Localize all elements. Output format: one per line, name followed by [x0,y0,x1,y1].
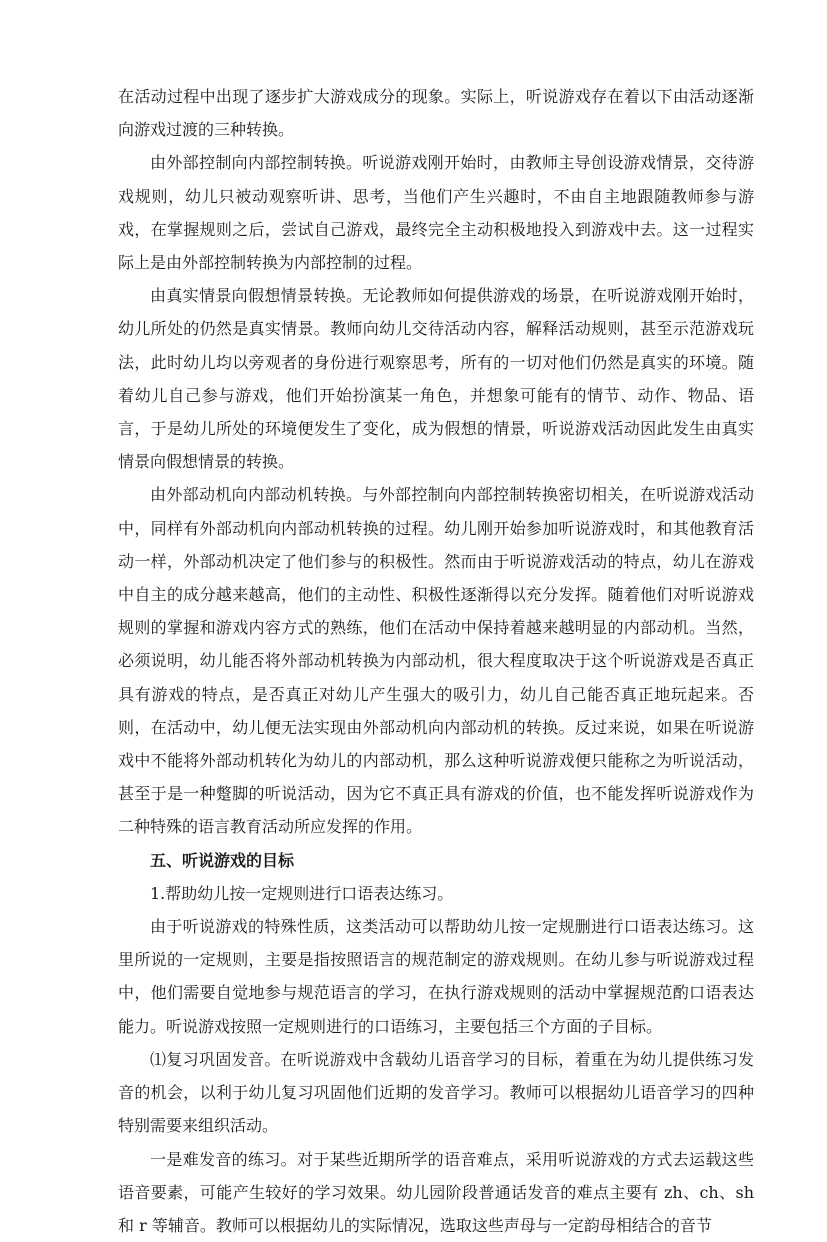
paragraph-goal-1-explanation: 由于听说游戏的特殊性质，这类活动可以帮助幼儿按一定规删进行口语表达练习。这里所说的一定规则，主要是指按照语言的规范制定的游戏规则。在幼儿参与听说游戏过程中，他们需要自觉地参与规范语言的学习，在执行游戏规则的活动中掌握规范酌口语表达能力。听说游戏按照一定规则进行的口语练习，主要包括三个方面的子目标。 [118,910,754,1043]
goal-item-1: 1.帮助幼儿按一定规则进行口语表达练习。 [118,877,754,910]
paragraph-external-to-internal-motivation: 由外部动机向内部动机转换。与外部控制向内部控制转换密切相关，在听说游戏活动中，同样有外部动机向内部动机转换的过程。幼儿刚开始参加听说游戏时，和其他教育活动一样，外部动机决定了他们参与的积极性。然而由于听说游戏活动的特点，幼儿在游戏中自主的成分越来越高，他们的主动性、积极性逐渐得以充分发挥。随着他们对听说游戏规则的掌握和游戏内容方式的熟练，他们在活动中保持着越来越明显的内部动机。当然，必须说明，幼儿能否将外部动机转换为内部动机，很大程度取决于这个听说游戏是否真正具有游戏的特点，是否真正对幼儿产生强大的吸引力，幼儿自己能否真正地玩起来。否则，在活动中，幼儿便无法实现由外部动机向内部动机的转换。反过来说，如果在听说游戏中不能将外部动机转化为幼儿的内部动机，那么这种听说游戏便只能称之为听说活动，甚至于是一种蹩脚的听说活动，因为它不真正具有游戏的价值，也不能发挥听说游戏作为二种特殊的语言教育活动所应发挥的作用。 [118,478,754,843]
paragraph-difficult-sounds: 一是难发音的练习。对于某些近期所学的语音难点，采用听说游戏的方式去运载这些语音要素，可能产生较好的学习效果。幼儿园阶段普通话发音的难点主要有 zh、ch、sh 和 r 等辅音。教师可以根据幼儿的实际情况，选取这些声母与一定韵母相结合的音节 [118,1143,754,1242]
paragraph-external-to-internal-control: 由外部控制向内部控制转换。听说游戏刚开始时，由教师主导创设游戏情景，交待游戏规则，幼儿只被动观察听讲、思考，当他们产生兴趣时，不由自主地跟随教师参与游戏，在掌握规则之后，尝试自己游戏，最终完全主动积极地投入到游戏中去。这一过程实际上是由外部控制转换为内部控制的过程。 [118,146,754,279]
section-heading-goals: 五、听说游戏的目标 [118,844,754,877]
paragraph-real-to-imagined-scene: 由真实情景向假想情景转换。无论教师如何提供游戏的场景，在听说游戏刚开始时，幼儿所处的仍然是真实情景。教师向幼儿交待活动内容，解释活动规则，甚至示范游戏玩法，此时幼儿均以旁观者的身份进行观察思考，所有的一切对他们仍然是真实的环境。随着幼儿自己参与游戏，他们开始扮演某一角色，并想象可能有的情节、动作、物品、语言，于是幼儿所处的环境便发生了变化，成为假想的情景，听说游戏活动因此发生由真实情景向假想情景的转换。 [118,279,754,478]
subgoal-pronunciation: ⑴复习巩固发音。在听说游戏中含载幼儿语音学习的目标，着重在为幼儿提供练习发音的机会，以利于幼儿复习巩固他们近期的发音学习。教师可以根据幼儿语音学习的四种特别需要来组织活动。 [118,1043,754,1143]
document-page [118,80,754,1242]
paragraph-intro: 在活动过程中出现了逐步扩大游戏成分的现象。实际上，听说游戏存在着以下由活动逐渐向游戏过渡的三种转换。 [118,80,754,146]
